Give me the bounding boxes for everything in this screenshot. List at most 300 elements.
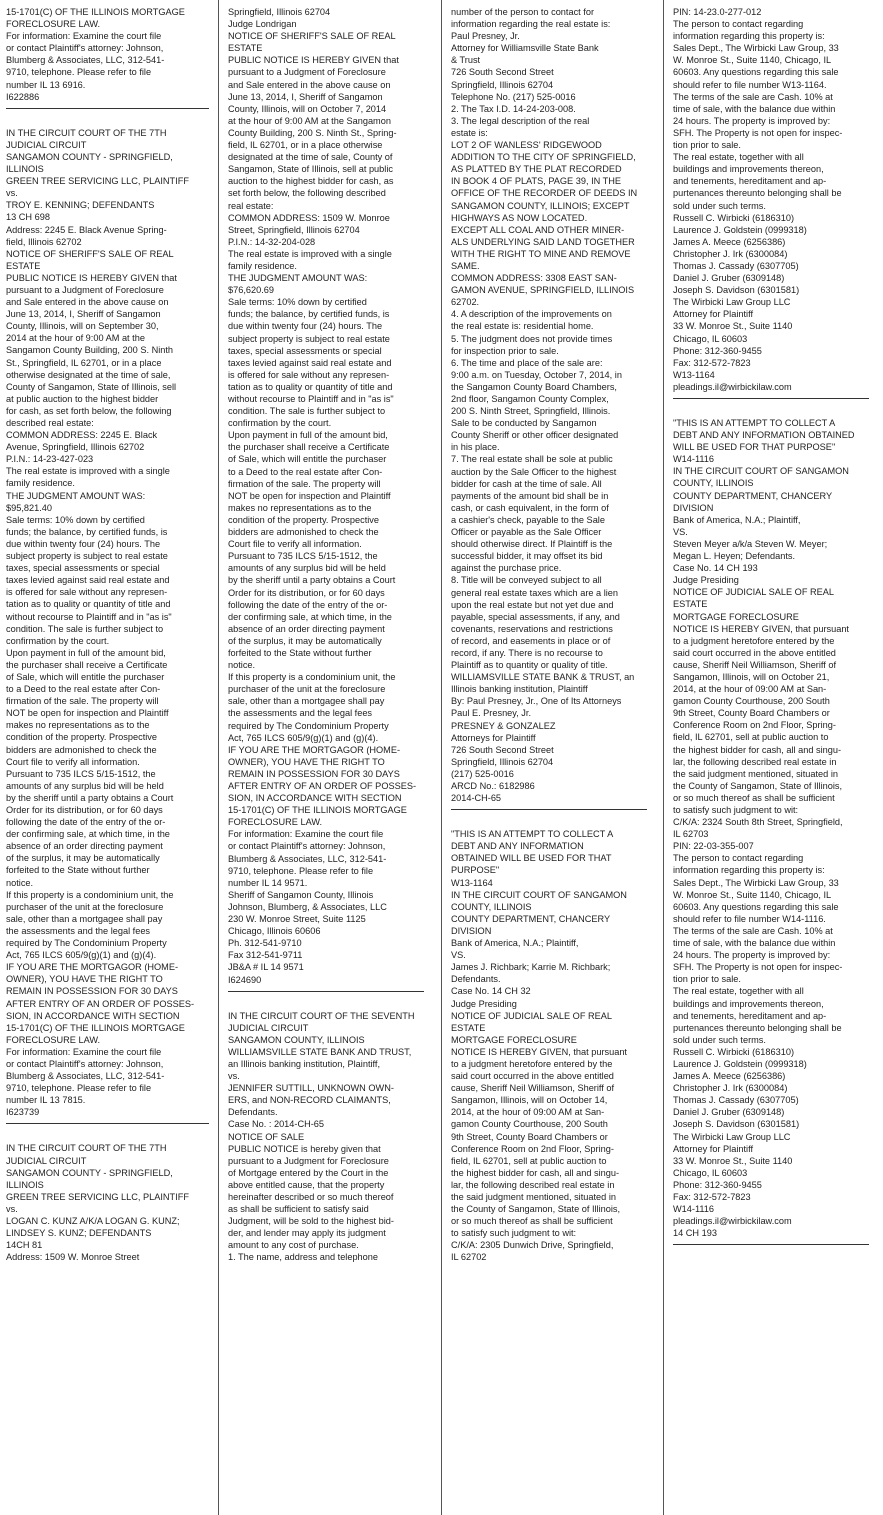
notice-text-line: is offered for sale without any represen-: [228, 369, 390, 380]
notice-text-line: ARCD No.: 6182986: [451, 781, 535, 791]
notice-text-line: time of sale, with the balance due within: [673, 103, 836, 114]
notice-text-line: upon the real estate but not yet due and: [451, 599, 614, 610]
notice-text-line: gamon County Courthouse, 200 South: [451, 1119, 608, 1130]
notice-text-line: MORTGAGE FORECLOSURE: [673, 611, 799, 622]
notice-text-line: field, IL 62701, sell at public auction to: [673, 732, 829, 743]
notice-text-line: pleadings.il@wirbickilaw.com: [673, 381, 792, 392]
notice-text-line: C/K/A: 2305 Dunwich Drive, Springfield,: [451, 1240, 614, 1251]
notice-text-line: of Sale, which will entitle the purchaser: [6, 671, 165, 682]
notice-text-line: cause, Sheriff Neil Williamson, Sheriff of: [451, 1083, 615, 1094]
notice-text-line: said court occurred in the above entitled: [673, 647, 836, 658]
notice-text-line: taxes, special assessments or special: [6, 563, 160, 574]
notice-text-line: The Wirbicki Law Group LLC: [673, 1131, 791, 1142]
notice-text-line: The terms of the sale are Cash. 10% at: [673, 91, 833, 102]
notice-text-line: Attorneys for Plaintiff: [451, 732, 536, 743]
notice-text-line: Sangamon, Illinois, will on October 14,: [451, 1095, 608, 1106]
notice-text-line: James J. Richbark; Karrie M. Richbark;: [451, 962, 611, 973]
notice-text-line: tation as to quality or quantity of title and: [6, 599, 171, 610]
notice-text-line: Springfield, Illinois 62704: [228, 7, 331, 17]
notice-text-line: 726 South Second Street: [451, 67, 554, 78]
notice-text-line: IN THE CIRCUIT COURT OF THE 7TH: [6, 127, 167, 138]
notice-text-line: If this property is a condominium unit, the: [6, 889, 174, 900]
notice-text-line: absence of an order directing payment: [6, 841, 163, 852]
notice-text-line: designated at the time of sale, County of: [228, 152, 393, 163]
notice-text-line: to satisfy such judgment to wit:: [673, 805, 799, 815]
notice-text-line: Sale terms: 10% down by certified: [6, 514, 145, 525]
notice-text-line: W14-1116: [673, 454, 715, 465]
notice-text-line: The real estate is improved with a single: [6, 466, 170, 477]
notice-text-line: payments of the amount bid shall be in: [451, 490, 609, 501]
notice-text-line: W13-1164: [451, 877, 493, 888]
notice-text-line: Blumberg & Associates, LLC, 312-541-: [228, 853, 387, 864]
column-divider: [218, 0, 219, 1515]
notice-text-line: Sheriff of Sangamon County, Illinois: [228, 889, 374, 900]
notice-text-line: the assessments and the legal fees: [228, 708, 373, 719]
notice-text-line: W. Monroe St., Suite 1140, Chicago, IL: [673, 55, 832, 66]
notice-text-line: 24 hours. The property is improved by:: [673, 950, 831, 961]
notice-text-line: COUNTY, ILLINOIS: [673, 478, 754, 489]
notice-text-line: NOTICE OF SALE: [228, 1131, 305, 1142]
notice-text-line: due within twenty four (24) hours. The: [228, 321, 383, 332]
notice-text-line: or contact Plaintiff's attorney: Johnson,: [228, 841, 386, 852]
notice-text-line: For information: Examine the court file: [6, 1046, 162, 1057]
notice-text-line: $76,620.69: [228, 285, 274, 296]
notice-text-line: above entitled cause, that the property: [228, 1179, 385, 1190]
notice-text-line: COUNTY DEPARTMENT, CHANCERY: [673, 490, 833, 501]
notice-text-line: estate is:: [451, 127, 488, 138]
notice-text-line: as shall be sufficient to satisfy said: [228, 1204, 369, 1215]
notice-text-line: VS.: [451, 950, 466, 961]
notice-text-line: 8. Title will be conveyed subject to all: [451, 575, 602, 586]
notice-text-line: W14-1116: [673, 1204, 715, 1215]
notice-text-line: by the sheriff until a party obtains a Court: [228, 575, 396, 586]
notice-text-line: confirmation by the court.: [228, 418, 332, 429]
notice-text-line: IN THE CIRCUIT COURT OF THE SEVENTH: [228, 1010, 415, 1021]
notice-text-line: HIGHWAYS AS NOW LOCATED.: [451, 212, 588, 223]
notice-text-line: PUBLIC NOTICE IS HEREBY GIVEN that: [6, 272, 177, 283]
notice-text-line: tion prior to sale.: [673, 974, 741, 985]
notice-text-line: of the surplus, it may be automatically: [228, 635, 382, 646]
notice-text-line: information regarding this property is:: [673, 865, 825, 876]
notice-text-line: OFFICE OF THE RECORDER OF DEEDS IN: [451, 188, 638, 199]
notice-text-line: ESTATE: [228, 43, 263, 54]
notice-text-line: 4. A description of the improvements on: [451, 309, 612, 320]
notice-text-line: 5. The judgment does not provide times: [451, 333, 613, 344]
notice-text-line: The terms of the sale are Cash. 10% at: [673, 925, 833, 936]
notice-text-line: der confirming sale, at which time, in the: [6, 829, 170, 840]
notice-text-line: Russell C. Wirbicki (6186310): [673, 1046, 795, 1057]
notice-text-line: Springfield, Illinois 62704: [451, 756, 554, 767]
notice-text-line: due within twenty four (24) hours. The: [6, 538, 161, 549]
notice-text-line: is offered for sale without any represen-: [6, 587, 168, 598]
notice-text-line: Laurence J. Goldstein (0999318): [673, 1058, 807, 1069]
notice-text-line: Sangamon, Illinois, will on October 21,: [673, 671, 830, 682]
notice-text-line: Order for its distribution, or for 60 days: [6, 805, 163, 815]
notice-text-line: W. Monroe St., Suite 1140, Chicago, IL: [673, 889, 832, 900]
notice-text-line: SANGAMON COUNTY - SPRINGFIELD,: [6, 151, 173, 162]
notice-text-line: Sale terms: 10% down by certified: [228, 297, 367, 308]
notice-text-line: SANGAMON COUNTY, ILLINOIS; EXCEPT: [451, 200, 630, 211]
notice-text-line: to a Deed to the real estate after Con-: [228, 466, 383, 477]
notice-text-line: Case No. 14 CH 193: [673, 563, 758, 574]
notice-text-line: LOT 2 OF WANLESS' RIDGEWOOD: [451, 140, 602, 151]
notice-text-line: ESTATE: [451, 1022, 486, 1033]
column-divider: [663, 0, 664, 1515]
notice-text-line: EXCEPT ALL COAL AND OTHER MINER-: [451, 224, 625, 235]
notice-text-line: 2014, at the hour of 09:00 AM at San-: [451, 1107, 605, 1118]
notice-text-line: IN THE CIRCUIT COURT OF THE 7TH: [6, 1143, 167, 1154]
notice-text-line: WILL BE USED FOR THAT PURPOSE": [673, 442, 836, 453]
notice-text-line: Fax: 312-572-7823: [673, 357, 751, 368]
notice-text-line: Order for its distribution, or for 60 days: [228, 587, 385, 598]
notice-text-line: Chicago, Illinois 60606: [228, 926, 321, 937]
notice-text-line: Paul Presney, Jr.: [451, 31, 520, 42]
notice-text-line: the Sangamon County Board Chambers,: [451, 381, 617, 392]
notice-text-line: COMMON ADDRESS: 2245 E. Black: [6, 430, 158, 441]
notice-text-line: Fax: 312-572-7823: [673, 1192, 751, 1202]
notice-text-line: condition of the property. Prospective: [6, 732, 157, 743]
notice-text-line: amount to any cost of purchase.: [228, 1240, 359, 1251]
notice-text-line: "THIS IS AN ATTEMPT TO COLLECT A: [451, 829, 614, 840]
notice-text-line: PURPOSE": [451, 865, 500, 876]
notice-text-line: purchaser of the unit at the foreclosure: [6, 901, 164, 912]
notice-text-line: 726 South Second Street: [451, 744, 554, 755]
notice-separator: [673, 1244, 869, 1245]
notice-text-line: lar, the following described real estate in: [673, 756, 837, 767]
notice-text-line: Daniel J. Gruber (6309148): [673, 1107, 785, 1118]
notice-text-line: 9th Street, County Board Chambers or: [451, 1131, 608, 1142]
notice-separator: [451, 809, 647, 810]
notice-text-line: in his place.: [451, 442, 500, 453]
notice-text-line: GREEN TREE SERVICING LLC, PLAINTIFF: [6, 176, 189, 187]
notice-text-line: to a judgment heretofore entered by the: [451, 1058, 613, 1069]
column-divider: [441, 0, 442, 1515]
notice-text-line: pleadings.il@wirbickilaw.com: [673, 1216, 792, 1227]
notice-text-line: cash, or cash equivalent, in the form of: [451, 502, 609, 513]
notice-text-line: 15-1701(C) OF THE ILLINOIS MORTGAGE: [6, 1022, 185, 1033]
notice-separator: [6, 108, 209, 109]
notice-text-line: number of the person to contact for: [451, 7, 594, 17]
notice-text-line: JUDICIAL CIRCUIT: [6, 1155, 87, 1166]
notice-text-line: sold under such terms.: [673, 1034, 766, 1045]
notice-text-line: tation as to quality or quantity of title and: [228, 381, 393, 392]
notice-text-line: funds; the balance, by certified funds, is: [6, 526, 168, 537]
notice-text-line: 15-1701(C) OF THE ILLINOIS MORTGAGE: [6, 7, 185, 17]
notice-text-line: Joseph S. Davidson (6301581): [673, 285, 800, 296]
notice-text-line: The real estate, together with all: [673, 152, 804, 163]
notice-text-line: described real estate:: [6, 418, 94, 428]
notice-text-line: taxes levied against said real estate and: [228, 357, 392, 368]
notice-text-line: COUNTY, ILLINOIS: [451, 901, 532, 912]
notice-text-line: without recourse to Plaintiff and in "as is": [6, 611, 172, 622]
notice-text-line: June 13, 2014, I, Sheriff of Sangamon: [228, 91, 383, 102]
notice-text-line: TROY E. KENNING; DEFENDANTS: [6, 200, 155, 211]
notice-text-line: AFTER ENTRY OF AN ORDER OF POSSES-: [6, 998, 195, 1009]
notice-text-line: Case No. 14 CH 32: [451, 986, 531, 997]
notice-text-line: Chicago, IL 60603: [673, 1167, 748, 1178]
notice-text-line: or contact Plaintiff's attorney: Johnson,: [6, 43, 164, 54]
notice-text-line: 62702.: [451, 297, 480, 308]
notice-text-line: FORECLOSURE LAW.: [6, 1034, 101, 1045]
notice-text-line: information regarding this property is:: [673, 31, 825, 42]
notice-text-line: ALS UNDERLYING SAID LAND TOGETHER: [451, 236, 635, 247]
notice-text-line: Pursuant to 735 ILCS 5/15-1512, the: [228, 551, 378, 562]
notice-column-3: [451, 6, 647, 1515]
notice-text-line: Judge Presiding: [673, 575, 739, 586]
notice-text-line: REMAIN IN POSSESSION FOR 30 DAYS: [6, 986, 178, 997]
notice-text-line: 14 CH 193: [673, 1228, 717, 1239]
notice-text-line: SAME.: [451, 260, 480, 271]
notice-text-line: field, IL 62701, sell at public auction to: [451, 1155, 607, 1166]
notice-text-line: the said judgment mentioned, situated in: [451, 1192, 616, 1202]
notice-text-line: or so much thereof as shall be sufficient: [673, 792, 835, 803]
notice-text-line: PIN: 14-23.0-277-012: [673, 7, 762, 17]
notice-text-line: firmation of the sale. The property will: [228, 478, 381, 489]
notice-text-line: For information: Examine the court file: [228, 829, 384, 840]
notice-text-line: amounts of any surplus bid will be held: [228, 563, 386, 574]
notice-text-line: to a judgment heretofore entered by the: [673, 635, 835, 646]
notice-text-line: Upon payment in full of the amount bid,: [6, 647, 166, 658]
notice-text-line: THE JUDGMENT AMOUNT WAS:: [228, 273, 368, 284]
notice-text-line: 24 hours. The property is improved by:: [673, 115, 831, 126]
notice-text-line: 14CH 81: [6, 1240, 43, 1251]
notice-text-line: Upon payment in full of the amount bid,: [228, 430, 388, 441]
notice-text-line: 1. The name, address and telephone: [228, 1252, 379, 1263]
notice-text-line: DEBT AND ANY INFORMATION: [451, 841, 584, 852]
notice-text-line: County of Sangamon, State of Illinois, sell: [6, 381, 177, 392]
notice-separator: [6, 1123, 209, 1124]
notice-text-line: Russell C. Wirbicki (6186310): [673, 212, 795, 223]
notice-text-line: IN THE CIRCUIT COURT OF SANGAMON: [451, 889, 627, 900]
notice-text-line: condition. The sale is further subject to: [228, 406, 386, 417]
notice-text-line: the highest bidder for cash, all and singu-: [451, 1167, 620, 1178]
notice-text-line: Bank of America, N.A.; Plaintiff,: [451, 938, 579, 949]
notice-text-line: COMMON ADDRESS: 3308 EAST SAN-: [451, 273, 617, 284]
notice-text-line: family residence.: [6, 478, 75, 489]
notice-text-line: & Trust: [451, 55, 481, 66]
notice-text-line: SFH. The Property is not open for inspec-: [673, 962, 843, 973]
notice-text-line: Illinois banking institution, Plaintiff: [451, 684, 588, 695]
notice-text-line: County Building, 200 S. Ninth St., Spring-: [228, 127, 397, 138]
notice-text-line: County, Illinois, will on October 7, 2014: [228, 103, 387, 114]
notice-text-line: Defendants.: [228, 1107, 278, 1118]
notice-text-line: lar, the following described real estate in: [451, 1179, 615, 1190]
notice-text-line: W13-1164: [673, 369, 715, 380]
notice-text-line: Avenue, Springfield, Illinois 62702: [6, 442, 145, 453]
notice-text-line: the assessments and the legal fees: [6, 925, 151, 936]
notice-text-line: Street, Springfield, Illinois 62704: [228, 224, 360, 235]
notice-text-line: PIN: 22-03-355-007: [673, 841, 754, 852]
notice-text-line: JUDICIAL CIRCUIT: [6, 139, 87, 150]
notice-text-line: vs.: [228, 1071, 240, 1082]
notice-text-line: bidders are admonished to check the: [6, 744, 157, 755]
notice-text-line: NOTICE IS HEREBY GIVEN, that pursuant: [673, 623, 849, 634]
notice-text-line: hereinafter described or so much thereof: [228, 1192, 394, 1202]
notice-text-line: Ph. 312-541-9710: [228, 938, 302, 949]
notice-text-line: Telephone No. (217) 525-0016: [451, 91, 576, 102]
notice-text-line: "THIS IS AN ATTEMPT TO COLLECT A: [673, 418, 836, 428]
notice-text-line: Megan L. Heyen; Defendants.: [673, 551, 796, 562]
notice-text-line: amounts of any surplus bid will be held: [6, 780, 164, 791]
notice-text-line: Sangamon, State of Illinois, sell at public: [228, 164, 393, 175]
notice-text-line: 9710, telephone. Please refer to file: [228, 865, 374, 876]
notice-text-line: should refer to file number W13-1164.: [673, 79, 827, 90]
notice-text-line: I622886: [6, 91, 40, 102]
notice-text-line: tion prior to sale.: [673, 140, 741, 151]
notice-text-line: The Wirbicki Law Group LLC: [673, 297, 791, 308]
notice-text-line: 9710, telephone. Please refer to file: [6, 1083, 152, 1094]
notice-text-line: the County of Sangamon, State of Illinois,: [673, 780, 843, 791]
notice-text-line: County, Illinois, will on September 30,: [6, 321, 159, 332]
notice-text-line: AS PLATTED BY THE PLAT RECORDED: [451, 164, 622, 175]
notice-text-line: JUDICIAL CIRCUIT: [228, 1022, 309, 1033]
notice-text-line: 33 W. Monroe St., Suite 1140: [673, 321, 793, 332]
notice-text-line: following the date of the entry of the or-: [6, 817, 166, 828]
notice-text-line: Phone: 312-360-9455: [673, 1179, 762, 1190]
notice-text-line: COUNTY DEPARTMENT, CHANCERY: [451, 913, 611, 924]
notice-text-line: Address: 2245 E. Black Avenue Spring-: [6, 224, 167, 235]
notice-text-line: cause, Sheriff Neil Williamson, Sheriff of: [673, 659, 837, 670]
notice-text-line: SION, IN ACCORDANCE WITH SECTION: [6, 1010, 180, 1021]
notice-text-line: pursuant to a Judgment of Foreclosure: [6, 284, 164, 295]
notice-text-line: auction by the Sale Officer to the highest: [451, 466, 617, 477]
notice-text-line: 9th Street, County Board Chambers or: [673, 708, 830, 719]
notice-column-1: [6, 6, 209, 1515]
notice-text-line: said court occurred in the above entitled: [451, 1071, 614, 1082]
notice-text-line: information regarding the real estate is:: [451, 19, 611, 30]
notice-text-line: forfeited to the State without further: [6, 865, 150, 876]
notice-text-line: should refer to file number W14-1116.: [673, 913, 826, 924]
notice-text-line: set forth below, the following described: [228, 188, 386, 199]
notice-text-line: number IL 14 9571.: [228, 877, 308, 888]
notice-text-line: IL 62702: [451, 1252, 487, 1263]
notice-text-line: and tenements, hereditament and ap-: [673, 176, 827, 187]
notice-text-line: without recourse to Plaintiff and in "as is": [228, 394, 394, 404]
notice-text-line: family residence.: [228, 260, 297, 271]
notice-text-line: IL 62703: [673, 829, 709, 840]
notice-text-line: the purchaser shall receive a Certificate: [228, 442, 390, 453]
notice-text-line: Sangamon County Building, 200 S. Ninth: [6, 345, 174, 356]
notice-text-line: 3. The legal description of the real: [451, 115, 590, 126]
notice-text-line: Blumberg & Associates, LLC, 312-541-: [6, 55, 165, 66]
notice-text-line: AFTER ENTRY OF AN ORDER OF POSSES-: [228, 781, 417, 791]
notice-text-line: by the sheriff until a party obtains a Court: [6, 792, 174, 803]
notice-text-line: IN THE CIRCUIT COURT OF SANGAMON: [673, 466, 849, 477]
notice-text-line: VS.: [673, 526, 688, 537]
notice-text-line: 7. The real estate shall be sole at public: [451, 454, 613, 465]
notice-text-line: NOTICE IS HEREBY GIVEN, that pursuant: [451, 1046, 627, 1057]
notice-text-line: makes no representations as to the: [6, 720, 150, 731]
notice-text-line: against the purchase price.: [451, 563, 562, 574]
notice-text-line: Bank of America, N.A.; Plaintiff,: [673, 514, 801, 525]
notice-text-line: the said judgment mentioned, situated in: [673, 768, 838, 779]
notice-text-line: 15-1701(C) OF THE ILLINOIS MORTGAGE: [228, 805, 407, 816]
notice-text-line: Laurence J. Goldstein (0999318): [673, 224, 807, 235]
notice-text-line: ESTATE: [673, 599, 708, 610]
notice-text-line: and Sale entered in the above cause on: [6, 297, 169, 308]
notice-text-line: makes no representations as to the: [228, 502, 372, 513]
notice-text-line: at the hour of 9:00 AM at the Sangamon: [228, 115, 391, 126]
notice-separator: [673, 398, 869, 399]
notice-text-line: The person to contact regarding: [673, 853, 804, 864]
notice-text-line: James A. Meece (6256386): [673, 1071, 786, 1082]
notice-text-line: purtenances thereunto belonging shall be: [673, 188, 842, 199]
notice-text-line: ILLINOIS: [6, 1179, 44, 1190]
notice-text-line: funds; the balance, by certified funds, is: [228, 309, 390, 320]
notice-text-line: der confirming sale, at which time, in the: [228, 611, 392, 622]
notice-text-line: or contact Plaintiff's attorney: Johnson,: [6, 1058, 164, 1069]
notice-text-line: PUBLIC NOTICE is hereby given that: [228, 1143, 381, 1154]
notice-text-line: James A. Meece (6256386): [673, 236, 786, 247]
notice-text-line: I624690: [228, 974, 262, 985]
notice-text-line: subject property is subject to real estate: [6, 551, 168, 562]
notice-text-line: of Sale, which will entitle the purchaser: [228, 454, 387, 465]
notice-text-line: Steven Meyer a/k/a Steven W. Meyer;: [673, 538, 828, 549]
notice-text-line: for cash, as set forth below, the following: [6, 405, 172, 416]
notice-text-line: for inspection prior to sale.: [451, 345, 559, 356]
notice-text-line: real estate:: [228, 200, 274, 211]
notice-text-line: ADDITION TO THE CITY OF SPRINGFIELD,: [451, 152, 636, 163]
notice-text-line: Blumberg & Associates, LLC, 312-541-: [6, 1071, 165, 1082]
notice-text-line: JB&A # IL 14 9571: [228, 962, 304, 973]
notice-text-line: sale, other than a mortgagee shall pay: [6, 913, 163, 924]
notice-text-line: vs.: [6, 1203, 18, 1214]
notice-text-line: DEBT AND ANY INFORMATION OBTAINED: [673, 430, 855, 441]
notice-text-line: the real estate is: residential home.: [451, 321, 594, 332]
notice-text-line: purchaser of the unit at the foreclosure: [228, 684, 386, 695]
notice-text-line: following the date of the entry of the or-: [228, 599, 388, 610]
notice-text-line: Case No. : 2014-CH-65: [228, 1119, 325, 1130]
notice-text-line: June 13, 2014, I, Sheriff of Sangamon: [6, 309, 161, 320]
notice-text-line: MORTGAGE FORECLOSURE: [451, 1034, 577, 1045]
notice-text-line: Thomas J. Cassady (6307705): [673, 260, 799, 271]
notice-text-line: Sale to be conducted by Sangamon: [451, 418, 597, 429]
notice-text-line: Phone: 312-360-9455: [673, 345, 762, 356]
notice-text-line: Act, 765 ILCS 605/9(g)(1) and (g)(4).: [228, 732, 379, 743]
notice-text-line: the County of Sangamon, State of Illinois,: [451, 1204, 621, 1215]
notice-text-line: buildings and improvements thereon,: [673, 164, 824, 175]
notice-text-line: Joseph S. Davidson (6301581): [673, 1119, 800, 1130]
notice-text-line: Johnson, Blumberg, & Associates, LLC: [228, 901, 387, 912]
notice-text-line: vs.: [6, 188, 18, 199]
notice-text-line: FORECLOSURE LAW.: [6, 19, 101, 30]
notice-text-line: SFH. The Property is not open for inspec-: [673, 127, 843, 138]
notice-text-line: WILLIAMSVILLE STATE BANK AND TRUST,: [228, 1046, 412, 1057]
notice-text-line: Act, 765 ILCS 605/9(g)(1) and (g)(4).: [6, 950, 157, 961]
notice-text-line: IF YOU ARE THE MORTGAGOR (HOME-: [6, 962, 179, 973]
notice-text-line: The real estate, together with all: [673, 986, 804, 997]
notice-text-line: Plaintiff as to quantity or quality of title.: [451, 660, 608, 671]
notice-text-line: NOT be open for inspection and Plaintiff: [228, 490, 391, 501]
notice-text-line: GAMON AVENUE, SPRINGFIELD, ILLINOIS: [451, 285, 635, 296]
notice-text-line: der, and lender may apply its judgment: [228, 1228, 386, 1239]
notice-text-line: Address: 1509 W. Monroe Street: [6, 1252, 140, 1263]
notice-text-line: SANGAMON COUNTY, ILLINOIS: [228, 1034, 365, 1045]
notice-text-line: to a Deed to the real estate after Con-: [6, 684, 161, 695]
notice-text-line: Attorney for Williamsville State Bank: [451, 43, 599, 54]
notice-text-line: Sales Dept., The Wirbicki Law Group, 33: [673, 877, 839, 888]
notice-text-line: Judgment, will be sold to the highest bid-: [228, 1216, 394, 1227]
notice-text-line: NOTICE OF SHERIFF'S SALE OF REAL: [6, 248, 174, 259]
notice-text-line: Pursuant to 735 ILCS 5/15-1512, the: [6, 768, 156, 779]
notice-text-line: St., Springfield, IL 62701, or in a place: [6, 357, 162, 368]
notice-text-line: Christopher J. Irk (6300084): [673, 1083, 788, 1094]
notice-text-line: For information: Examine the court file: [6, 31, 162, 42]
notice-text-line: and Sale entered in the above cause on: [228, 79, 391, 90]
notice-text-line: taxes levied against said real estate and: [6, 575, 170, 586]
notice-text-line: general real estate taxes which are a lien: [451, 587, 619, 598]
notice-text-line: ERS, and NON-RECORD CLAIMANTS,: [228, 1095, 391, 1106]
